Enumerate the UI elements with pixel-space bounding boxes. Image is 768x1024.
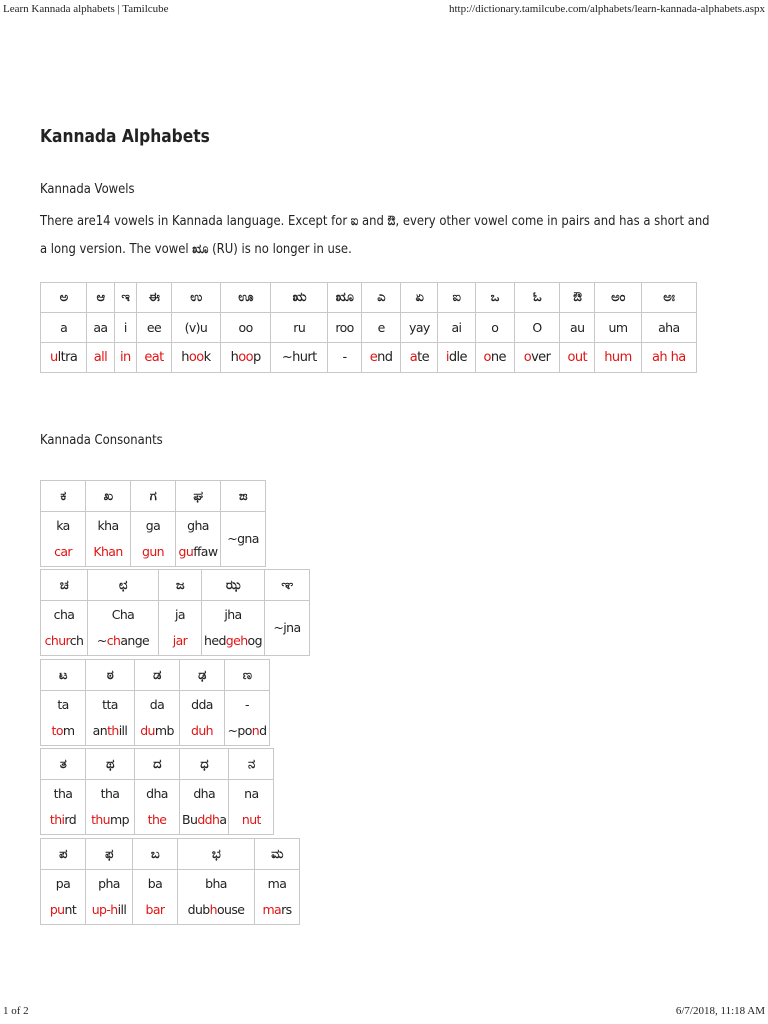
vowel-char: ಅಃ <box>641 283 696 313</box>
vowel-sound: roo <box>328 313 362 343</box>
consonant-example <box>43 718 83 744</box>
consonant-char: ಭ <box>178 839 255 870</box>
consonant-sound: kha <box>97 518 119 533</box>
highlighted-sound: n <box>251 723 260 738</box>
vowel-example-row <box>41 343 697 373</box>
vowel-example <box>514 343 559 373</box>
vowel-sound: um <box>595 313 641 343</box>
example-text: dle <box>448 350 467 365</box>
example-text: m <box>62 723 75 738</box>
example-text: dub <box>187 902 210 917</box>
consonant-example <box>88 539 128 565</box>
consonant-example <box>257 897 297 923</box>
example-text: mp <box>110 812 129 827</box>
vowel-sound-row <box>41 313 697 343</box>
consonant-sound-cell <box>202 601 265 656</box>
consonant-sound-row <box>41 870 300 925</box>
consonant-char: ತ <box>41 749 86 780</box>
consonant-char: ಣ <box>225 660 270 691</box>
highlighted-sound: jar <box>172 633 188 648</box>
vowel-char: ಈ <box>137 283 172 313</box>
consonant-sound: dda <box>191 697 213 712</box>
example-text: - <box>342 350 347 365</box>
vowel-example <box>221 343 271 373</box>
example-text: an <box>92 723 108 738</box>
vowel-char: ಇ <box>114 283 136 313</box>
highlighted-sound: geh <box>225 633 248 648</box>
vowel-char: ಐ <box>438 283 475 313</box>
consonant-example <box>43 807 83 833</box>
vowel-example <box>641 343 696 373</box>
consonant-char-row <box>41 481 266 512</box>
consonant-char-row <box>41 570 310 601</box>
vowel-char-ai: ಐ <box>350 213 359 229</box>
consonant-sound: ga <box>145 518 161 533</box>
example-text: ange <box>120 633 150 648</box>
example-text: ~po <box>227 723 252 738</box>
consonant-sound: tta <box>102 697 118 712</box>
consonant-example <box>161 628 199 654</box>
vowel-example <box>401 343 438 373</box>
highlighted-sound: car <box>54 544 72 559</box>
vowel-char: ಅಂ <box>595 283 641 313</box>
consonant-example <box>204 628 262 654</box>
highlighted-sound: duh <box>191 723 213 738</box>
consonant-group-table <box>40 480 266 567</box>
consonant-char: ಢ <box>180 660 225 691</box>
consonant-example <box>182 807 226 833</box>
example-text: mb <box>154 723 174 738</box>
highlighted-sound: e <box>369 350 378 365</box>
consonant-char: ಡ <box>135 660 180 691</box>
consonant-char: ಠ <box>86 660 135 691</box>
vowel-sound: ru <box>271 313 328 343</box>
consonant-char: ದ <box>135 749 180 780</box>
vowel-char: ಉ <box>171 283 220 313</box>
vowel-example <box>560 343 595 373</box>
consonant-char: ಙ <box>221 481 266 512</box>
consonant-example <box>43 897 83 923</box>
vowel-example <box>271 343 328 373</box>
example-text: ill <box>118 723 128 738</box>
print-footer-page: 1 of 2 <box>3 1005 29 1017</box>
highlighted-sound: out <box>567 350 587 365</box>
vowel-sound: ee <box>137 313 172 343</box>
highlighted-sound: i <box>445 350 449 365</box>
highlighted-sound: the <box>147 812 167 827</box>
consonant-char: ಛ <box>88 570 159 601</box>
consonant-sound-row <box>41 780 274 835</box>
consonant-sound: - <box>245 697 249 712</box>
consonant-example <box>231 807 271 833</box>
consonant-sound-cell <box>88 601 159 656</box>
consonant-sound: ba <box>147 876 163 891</box>
consonant-sound-cell <box>41 512 86 567</box>
highlighted-sound: thi <box>49 812 65 827</box>
consonant-sound: pa <box>55 876 71 891</box>
highlighted-sound: o <box>483 350 491 365</box>
vowel-char: ಔ <box>560 283 595 313</box>
vowel-char-au: ಔ <box>387 213 396 229</box>
consonant-char: ಚ <box>41 570 88 601</box>
example-text: ~hurt <box>281 350 317 365</box>
example-text: ~ <box>96 633 107 648</box>
consonant-char: ಟ <box>41 660 86 691</box>
example-text: ill <box>117 902 127 917</box>
consonant-sound-cell <box>135 780 180 835</box>
highlighted-sound: up-h <box>91 902 118 917</box>
highlighted-sound: bar <box>145 902 165 917</box>
highlighted-sound: gun <box>142 544 164 559</box>
highlighted-sound: ddh <box>197 812 220 827</box>
example-text: ltra <box>57 350 78 365</box>
vowels-desc-part: There are14 vowels in Kannada language. Except for <box>40 213 351 229</box>
consonant-example <box>178 539 218 565</box>
consonant-example <box>43 628 85 654</box>
example-text: ch <box>69 633 84 648</box>
consonant-example <box>43 539 83 565</box>
highlighted-sound: pu <box>49 902 65 917</box>
consonant-sound: bha <box>205 876 227 891</box>
consonant-sound-cell <box>86 512 131 567</box>
example-text: nd <box>377 350 393 365</box>
consonant-sound-cell <box>225 691 270 746</box>
vowels-desc-part: , every other vowel come in pairs and has a short and a long version. The vowel <box>40 213 710 257</box>
highlighted-sound: eat <box>144 350 164 365</box>
highlighted-sound: ma <box>262 902 282 917</box>
example-text: te <box>417 350 429 365</box>
vowel-example <box>475 343 514 373</box>
consonant-sound-cell <box>41 601 88 656</box>
consonant-char-row <box>41 660 270 691</box>
consonant-example <box>135 897 175 923</box>
consonant-sound-cell <box>221 512 266 567</box>
consonant-sound: jha <box>224 607 242 622</box>
consonant-sound: na <box>244 786 259 801</box>
example-text: ffaw <box>193 544 218 559</box>
highlighted-sound: gu <box>178 544 194 559</box>
consonant-char: ಬ <box>133 839 178 870</box>
consonant-char: ಮ <box>255 839 300 870</box>
highlighted-sound: ch <box>106 633 121 648</box>
vowel-example <box>137 343 172 373</box>
vowel-sound: ai <box>438 313 475 343</box>
vowel-char-roo: ೠ <box>192 241 209 257</box>
highlighted-sound: u <box>49 350 58 365</box>
consonant-example <box>137 807 177 833</box>
vowel-char: ಎ <box>361 283 401 313</box>
consonant-char: ಜ <box>159 570 202 601</box>
consonant-sound: dha <box>193 786 216 801</box>
consonant-sound-cell <box>265 601 310 656</box>
print-footer-date: 6/7/2018, 11:18 AM <box>675 1005 765 1017</box>
highlighted-sound: chur <box>44 633 70 648</box>
consonants-heading: Kannada Consonants <box>40 432 163 448</box>
vowel-sound: O <box>514 313 559 343</box>
highlighted-sound: oo <box>238 350 253 365</box>
consonant-sound: cha <box>53 607 75 622</box>
vowel-example <box>171 343 220 373</box>
consonant-sound-cell <box>86 870 133 925</box>
example-text: ver <box>531 350 551 365</box>
consonant-sound: ka <box>56 518 70 533</box>
consonant-sound: dha <box>146 786 168 801</box>
vowel-char: ಅ <box>41 283 87 313</box>
consonant-char: ಞ <box>265 570 310 601</box>
consonant-char-row <box>41 749 274 780</box>
example-text: Bu <box>182 812 198 827</box>
consonant-char: ಗ <box>131 481 176 512</box>
example-text: og <box>247 633 262 648</box>
vowel-char: ಓ <box>514 283 559 313</box>
consonant-char: ಥ <box>86 749 135 780</box>
consonant-sound-cell <box>229 780 274 835</box>
vowel-sound: aha <box>641 313 696 343</box>
highlighted-sound: o <box>523 350 532 365</box>
consonant-char: ಕ <box>41 481 86 512</box>
consonant-sound-cell <box>41 691 86 746</box>
consonant-sound: da <box>149 697 165 712</box>
consonant-sound-cell <box>180 780 229 835</box>
print-header-title: Learn Kannada alphabets | Tamilcube <box>3 3 169 15</box>
consonant-char: ಘ <box>176 481 221 512</box>
consonant-example <box>227 718 267 744</box>
example-text: ouse <box>216 902 245 917</box>
consonant-example <box>88 807 132 833</box>
example-text: hed <box>204 633 226 648</box>
consonant-sound-cell <box>133 870 178 925</box>
consonant-char: ಫ <box>86 839 133 870</box>
example-text: ne <box>490 350 506 365</box>
vowel-char: ಊ <box>221 283 271 313</box>
consonant-example <box>90 628 156 654</box>
consonant-sound-cell <box>86 780 135 835</box>
highlighted-sound: oo <box>188 350 204 365</box>
vowel-sound: i <box>114 313 136 343</box>
print-header-url[interactable]: http://dictionary.tamilcube.com/alphabets/learn-kannada-alphabets.aspx <box>448 3 765 15</box>
vowel-example <box>41 343 87 373</box>
vowel-char: ಒ <box>475 283 514 313</box>
highlighted-sound: h <box>209 902 217 917</box>
consonant-example <box>133 539 173 565</box>
consonant-example <box>180 897 252 923</box>
consonant-sound-cell <box>41 780 86 835</box>
highlighted-sound: th <box>107 723 119 738</box>
vowel-char: ೠ <box>328 283 362 313</box>
consonant-example <box>88 897 130 923</box>
vowel-example <box>438 343 475 373</box>
consonant-example <box>88 718 132 744</box>
consonant-sound-row <box>41 601 310 656</box>
example-text: k <box>203 350 211 365</box>
consonant-sound: pha <box>98 876 120 891</box>
highlighted-sound: in <box>120 350 131 365</box>
consonant-example <box>182 718 222 744</box>
consonant-sound: tha <box>100 786 120 801</box>
consonant-sound-cell <box>86 691 135 746</box>
example-text: rd <box>64 812 77 827</box>
vowel-char: ಏ <box>401 283 438 313</box>
consonant-group-table <box>40 659 270 746</box>
consonant-sound: gha <box>187 518 209 533</box>
vowel-sound: yay <box>401 313 438 343</box>
vowel-char: ಋ <box>271 283 328 313</box>
consonant-sound-cell <box>255 870 300 925</box>
consonant-sound-cell <box>180 691 225 746</box>
vowel-example <box>595 343 641 373</box>
highlighted-sound: thu <box>91 812 111 827</box>
consonant-char: ಝ <box>202 570 265 601</box>
example-text: rs <box>281 902 292 917</box>
vowel-example <box>328 343 362 373</box>
vowel-sound: o <box>475 313 514 343</box>
consonant-sound: ~jna <box>273 620 301 635</box>
example-text: d <box>259 723 267 738</box>
consonant-group-table <box>40 569 310 656</box>
highlighted-sound: nut <box>241 812 261 827</box>
vowel-sound: a <box>41 313 87 343</box>
example-text: a <box>219 812 227 827</box>
vowel-example <box>87 343 114 373</box>
consonant-char-row <box>41 839 300 870</box>
consonant-sound: ma <box>267 876 287 891</box>
vowel-sound: e <box>361 313 401 343</box>
vowel-sound: aa <box>87 313 114 343</box>
consonant-example <box>137 718 177 744</box>
vowels-table <box>40 282 697 373</box>
consonant-char: ಖ <box>86 481 131 512</box>
consonant-sound-cell <box>178 870 255 925</box>
example-text: h <box>181 350 189 365</box>
vowel-char: ಆ <box>87 283 114 313</box>
example-text: p <box>252 350 261 365</box>
page-title: Kannada Alphabets <box>40 126 210 147</box>
vowel-sound: oo <box>221 313 271 343</box>
vowels-description <box>40 207 719 263</box>
consonant-sound: ta <box>57 697 69 712</box>
highlighted-sound: to <box>51 723 63 738</box>
consonant-sound-cell <box>135 691 180 746</box>
vowel-example <box>114 343 136 373</box>
consonant-sound: Cha <box>111 607 135 622</box>
consonant-group-table <box>40 838 300 925</box>
consonant-sound: tha <box>53 786 73 801</box>
consonant-sound: ~gna <box>227 531 259 546</box>
vowels-desc-part: and <box>358 213 388 229</box>
highlighted-sound: Khan <box>93 544 123 559</box>
consonant-sound-cell <box>159 601 202 656</box>
vowel-example <box>361 343 401 373</box>
highlighted-sound: du <box>140 723 155 738</box>
consonant-sound-cell <box>131 512 176 567</box>
highlighted-sound: a <box>409 350 418 365</box>
consonant-sound-row <box>41 512 266 567</box>
vowel-sound: (v)u <box>171 313 220 343</box>
consonant-sound-row <box>41 691 270 746</box>
example-text: h <box>230 350 239 365</box>
vowels-desc-part: (RU) is no longer in use. <box>208 241 352 257</box>
consonant-sound-cell <box>176 512 221 567</box>
consonant-char: ನ <box>229 749 274 780</box>
highlighted-sound: hum <box>604 350 632 365</box>
consonant-char: ಧ <box>180 749 229 780</box>
vowel-char-row <box>41 283 697 313</box>
consonant-group-table <box>40 748 274 835</box>
consonant-sound-cell <box>41 870 86 925</box>
vowel-sound: au <box>560 313 595 343</box>
highlighted-sound: all <box>93 350 108 365</box>
vowels-heading: Kannada Vowels <box>40 181 135 197</box>
consonant-sound: ja <box>175 607 185 622</box>
highlighted-sound: ah ha <box>652 350 686 365</box>
consonant-char: ಪ <box>41 839 86 870</box>
example-text: nt <box>64 902 77 917</box>
